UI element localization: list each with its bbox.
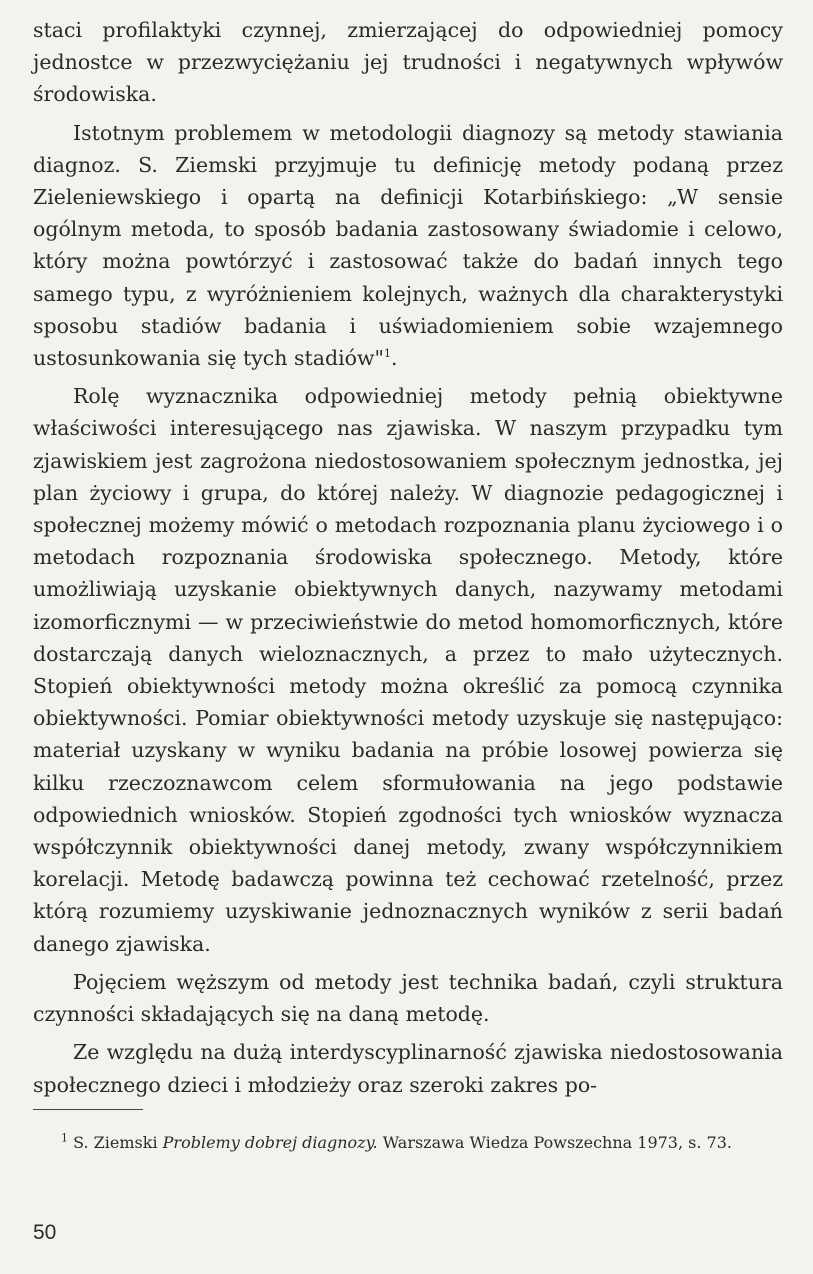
footnote-number: 1 — [61, 1131, 68, 1145]
footnote-body — [33, 1130, 783, 1155]
paragraph-5: Ze względu na dużą interdyscyplinarność zjawiska niedostosowania społecznego dzieci i młodzieży oraz szeroki zakres po- — [33, 1040, 783, 1097]
paragraph-2 — [33, 117, 783, 375]
page-number: 50 — [33, 1221, 57, 1244]
paragraph-1: staci profilaktyki czynnej, zmierzającej do odpowiedniej pomocy jednostce w przezwyciężaniu jej trudności i negatywnych wpływów środowiska. — [33, 18, 783, 107]
footnote-divider — [33, 1109, 143, 1110]
main-text — [33, 14, 783, 1101]
footnote-ref: 1 — [383, 347, 391, 361]
paragraph-2-suffix: . — [390, 346, 398, 371]
paragraph-4: Pojęciem węższym od metody jest technika badań, czyli struktura czynności składających się na daną metodę. — [33, 969, 783, 1027]
footnote-author: S. Ziemski — [73, 1133, 158, 1152]
footnote-title: Problemy dobrej diagnozy. — [162, 1133, 378, 1152]
footnote — [33, 1130, 783, 1155]
footnote-publisher: Warszawa Wiedza Powszechna 1973, s. 73. — [382, 1133, 732, 1152]
paragraph-2-text: Istotnym problemem w metodologii diagnozy są metody stawiania diagnoz. S. Ziemski przyjmuje tu definicję metody podaną przez Zieleniewskiego i opartą na definicji Kotarbińskiego: „W sensie ogólnym metoda, to sposób badania zastosowany świadomie i celowo, który można powtórzyć i zastosować także do badań innych tego samego typu, z wyróżnieniem kolejnych, ważnych dla charakterystyki sposobu stadiów badania i uświadomieniem sobie wzajemnego ustosunkowania się tych stadiów" — [33, 120, 783, 371]
paragraph-3: Rolę wyznacznika odpowiedniej metody pełnią obiektywne właściwości interesującego nas zjawiska. W naszym przypadku tym zjawiskiem jest zagrożona niedostosowaniem społecznym jednostka, jej plan życiowy i grupa, do której należy. W diagnozie pedagogicznej i społecznej możemy mówić o metodach rozpoznania planu życiowego i o metodach rozpoznania środowiska społecznego. Metody, które umożliwiają uzyskanie obiektywnych danych, nazywamy metodami izomorficznymi — w przeciwieństwie do metod homomorficznych, które dostarczają danych wieloznacznych, a przez to mało użytecznych. Stopień obiektywności metody można określić za pomocą czynnika obiektywności. Pomiar obiektywności metody uzyskuje się następująco: materiał uzyskany w wyniku badania na próbie losowej powierza się kilku rzeczoznawcom celem sformułowania na jego podstawie odpowiednich wniosków. Stopień zgodności tych wniosków wyznacza współczynnik obiektywności danej metody, zwany współczynnikiem korelacji. Metodę badawczą powinna też cechować rzetelność, przez którą rozumiemy uzyskiwanie jednoznacznych wyników z serii badań danego zjawiska. — [33, 384, 783, 956]
